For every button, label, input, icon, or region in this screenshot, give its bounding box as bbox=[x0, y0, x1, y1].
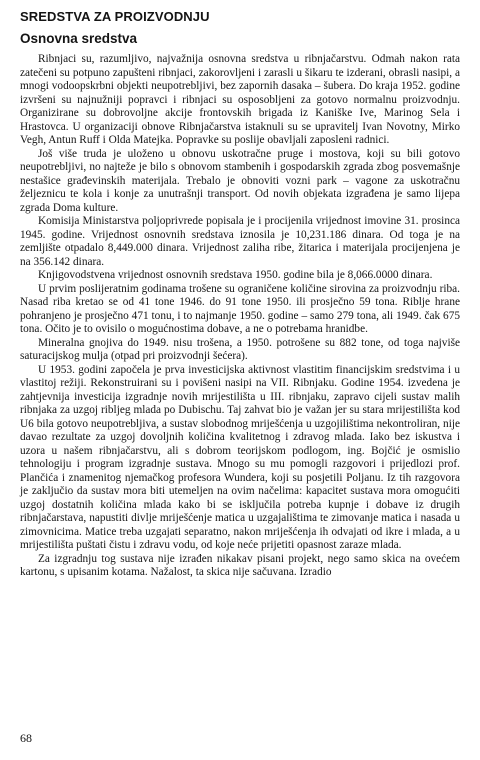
paragraph: U 1953. godini započela je prva investicijska aktivnost vlastitim financijskim sredstvima i u vlastitoj režiji. Rekonstruirani su i povišeni nasipi na VII. Ribnjaku. Godine 1954. izvedena je zahtjevnija investicija izgradnje novih mrijestilišta u III. ribnjaku, zapravo cijeli sustav malih ribnjaka za uzgoj ribljeg mlada po Dubischu. Taj zahvat bio je važan jer su stara mrijestilišta kod U6 bila gotovo neupotrebljiva, a sustav slobodnog mriješćenja u uzgojilištima nekontroliran, nije davao rezultate za uzgoj dovoljnih količina kvalitetnog i zdravog mlada. Iako bez iskustva i uzora u našem ribnjačarstvu, ali s dobrom teorijskom podlogom, ing. Bojčić je osmislio tehnologiju i program izgradnje sustava. Mnogo su mu pomogli razgovori i prijedlozi prof. Plančića i znamenitog njemačkog profesora Wundera, koji su posjetili Poljanu. Iz tih razgovora je zaključio da sustav mora biti utemeljen na ovim načelima: kapacitet sustava mora omogućiti uzgoj dostatnih količina mlada kako bi se isključila potreba kupnje i dobave iz drugih ribnjačarstava, napustiti divlje mriješćenje matica u uzgajalištima te zimovanje matica i nasada u zimovnicima. Matice treba uzgajati separatno, nakon mriješćenja ih odvajati od ikre i mlada, a u mrijestilišta puštati čistu i zdravu vodu, od koje neće prijetiti opasnost zaraze mlada. bbox=[20, 363, 460, 551]
paragraph: Mineralna gnojiva do 1949. nisu trošena, a 1950. potrošene su 882 tone, od toga najviše saturacijskog mulja (otpad pri proizvodnji šećera). bbox=[20, 336, 460, 362]
page-number: 68 bbox=[20, 731, 32, 745]
paragraph: Komisija Ministarstva poljoprivrede popisala je i procijenila vrijednost imovine 31. prosinca 1945. godine. Vrijednost osnovnih sredstava iznosila je 10,231.186 dinara. Od toga je na zemljište otpadalo 8,449.000 dinara. Vrijednost zaliha ribe, žitarica i materijala procijenjena je na 356.142 dinara. bbox=[20, 215, 460, 268]
paragraph: Ribnjaci su, razumljivo, najvažnija osnovna sredstva u ribnjačarstvu. Odmah nakon rata zatečeni su potpuno zapušteni ribnjaci, zakorovljeni i zarasli u šikaru te izderani, obrasli nasipi, a mnogi vodoopskrbni objekti neupotrebljivi, bez zapornih dasaka – šubera. Do kraja 1952. godine izvršeni su najnužniji popravci i ribnjaci su osposobljeni za gotovo normalnu proizvodnju. Organizirane su dobrovoljne akcije frontovskih brigada iz Kaniške Ive, Marinog Sela i Hrastovca. U organizaciji obnove Ribnjačarstva istaknuli su se upravitelj Ivan Novotny, Mirko Vegh, Antun Ruff i Olda Matejka. Popravke su poslije obavljali zaposleni radnici. bbox=[20, 53, 460, 146]
paragraph: Još više truda je uloženo u obnovu uskotračne pruge i mostova, koji su bili gotovo neupotrebljivi, no najteže je bilo s obnovom stambenih i gospodarskih zgrada zbog posvemašnje nestašice građevinskih materijala. Trebalo je obnoviti vozni park – vagone za uskotračnu željeznicu te kola i konje za unutrašnji transport. Od novih objekata izgrađena je samo lijepa zgrada Doma kulture. bbox=[20, 147, 460, 214]
paragraph: U prvim poslijeratnim godinama trošene su ograničene količine sirovina za proizvodnju riba. Nasad riba kretao se od 41 tone 1946. do 91 tone 1950. ili prosječno 59 tona. Riblje hrane pohranjeno je prosječno 471 tonu, i to najmanje 1950. godine – samo 279 tona, ali 1949. čak 675 tona. Očito je to ovisilo o mogućnostima dobave, a ne o potrebama hranidbe. bbox=[20, 282, 460, 335]
page bbox=[20, 8, 460, 580]
paragraph: Za izgradnju tog sustava nije izrađen nikakav pisani projekt, nego samo skica na ovećem kartonu, s upisanim kotama. Nažalost, ta skica nije sačuvana. Izradio bbox=[20, 552, 460, 578]
section-title: Osnovna sredstva bbox=[20, 31, 138, 46]
paragraph: Knjigovodstvena vrijednost osnovnih sredstava 1950. godine bila je 8,066.0000 dinara. bbox=[38, 269, 433, 281]
chapter-title: SREDSTVA ZA PROIZVODNJU bbox=[20, 9, 210, 24]
body-text bbox=[20, 53, 460, 580]
